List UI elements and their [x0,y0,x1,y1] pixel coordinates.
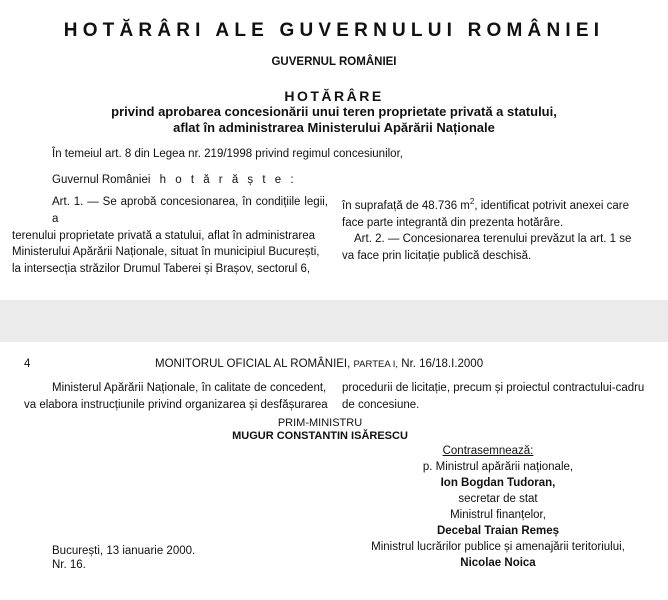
gazette-issue: Nr. 16/18.I.2000 [401,358,484,370]
act-number: Nr. 16. [52,559,86,571]
left-col-line: la intersecția străzilor Drumul Taberei și Brașov, sectorul 6, [12,263,311,276]
left-col-line: Art. 1. — Se aprobă concesionarea, în condițiile legii, a [52,196,328,225]
right-col-line: în suprafață de 48.736 $m^2$, identificat potrivit anexei care [342,197,630,212]
section-title: HOTĂRÂRI ALE GUVERNULUI ROMÂNIEI [63,20,605,41]
place-date: București, 13 ianuarie 2000. [52,545,196,557]
enactment-formula [52,172,297,188]
left-col-line: Ministerul Apărării Naționale, în calitate de concedent, [52,382,327,394]
act-subject-line-2: aflat în administrarea Ministerului Apărării Naționale [173,120,495,135]
left-col-line: va elabora instrucțiunile privind organizarea și desfășurarea [24,398,328,411]
article-2-column [342,194,658,265]
prime-minister-block [200,417,440,443]
closing-right-column [342,380,658,414]
right-col-line: Art. 2. — Concesionarea terenului prevăzut la art. 1 se [354,233,632,246]
signatory-title: secretar de stat [458,493,538,505]
preamble: În temeiul art. 8 din Legea nr. 219/1998 privind regimul concesiunilor, [52,148,403,160]
page-number: 4 [24,358,31,370]
signatory-name: Decebal Traian Remeș [436,525,560,537]
enactment-subject: Guvernul României [52,174,151,186]
signatory-role: Ministrul lucrărilor publice și amenajării teritoriului, [371,541,625,553]
countersign-label: Contrasemnează: [442,445,534,457]
left-col-line: terenului proprietate privată a statului, aflat în administrarea [12,229,315,242]
right-col-line: va face prin licitație publică deschisă. [342,250,532,263]
pm-title: PRIM-MINISTRU [277,417,363,429]
enactment-verb: h o t ă r ă ș t e : [159,174,297,186]
act-subject-line-1: privind aprobarea concesionării unui teren proprietate privată a statului, [111,104,557,119]
page-separator [0,300,668,342]
signatory-name: Ion Bogdan Tudoran, [440,477,556,489]
right-col-line: de concesiune. [342,398,420,411]
article-1-column [12,194,328,278]
right-col-line: procedurii de licitație, precum și proiectul contractului-cadru [342,382,645,394]
act-type-heading: HOTĂRÂRE [284,88,384,104]
act-subject [60,104,608,136]
right-col-line: face parte integrantă din prezenta hotărâre. [342,216,564,229]
issuer-heading: GUVERNUL ROMÂNIEI [271,56,397,68]
left-col-line: Ministerului Apărării Naționale, situat în municipiul București, [12,246,320,259]
gazette-part: PARTEA I, [353,359,399,370]
signatory-name: Nicolae Noica [460,557,536,569]
signatory-role: p. Ministrul apărării naționale, [422,461,574,473]
pm-name: MUGUR CONSTANTIN ISĂRESCU [232,430,408,442]
countersignature-block [340,443,656,571]
closing-left-column [24,380,328,414]
running-header [155,358,483,370]
place-date-block [52,544,195,572]
signatory-role: Ministrul finanțelor, [450,509,546,521]
gazette-title: MONITORUL OFICIAL AL ROMÂNIEI, [155,358,351,370]
